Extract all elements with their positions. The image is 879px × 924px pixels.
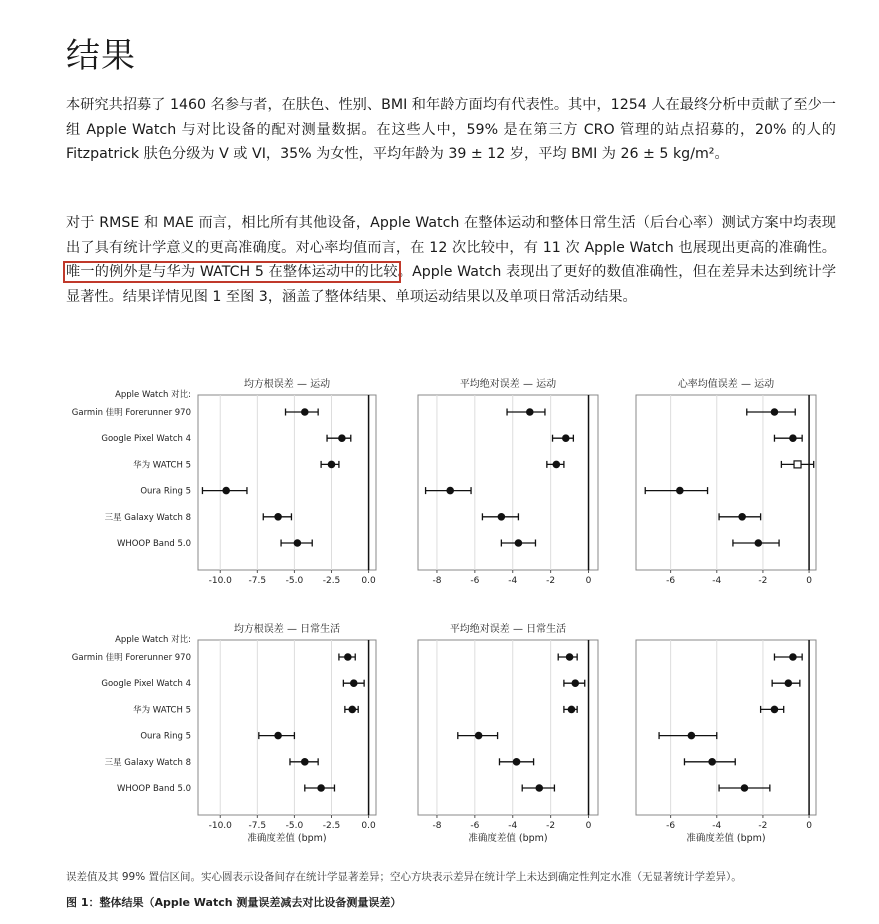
data-point-significant [222,487,230,495]
data-point-significant [568,706,576,714]
panel-frame [198,395,376,570]
data-point-significant [708,758,716,766]
data-point-significant [513,758,521,766]
data-point-significant [566,653,574,661]
category-label: Oura Ring 5 [140,731,191,742]
data-point-significant [738,513,746,521]
category-label: Garmin 佳明 Forerunner 970 [71,653,191,663]
x-axis-label: 准确度差值 (bpm) [247,833,327,844]
x-tick-label: -2.5 [322,821,341,831]
x-tick-label: -6 [666,821,676,831]
paragraph-2 [66,211,836,309]
category-label: 华为 WATCH 5 [133,460,191,471]
x-tick-label: -4 [508,576,518,586]
panel-frame [636,395,816,570]
x-tick-label: 0 [585,821,592,831]
row-header: Apple Watch 对比: [115,390,191,400]
x-tick-label: -5.0 [285,576,304,586]
x-tick-label: 0 [806,576,812,586]
x-tick-label: 0 [806,821,812,831]
category-label: 华为 WATCH 5 [133,705,191,716]
x-tick-label: -7.5 [248,576,267,586]
x-tick-label: -2 [758,576,768,586]
category-label: 三星 Galaxy Watch 8 [104,757,191,768]
panel-frame [636,640,816,815]
data-point-significant [338,434,346,442]
data-point-significant [294,539,302,547]
data-point-significant [676,487,684,495]
data-point-significant [498,513,506,521]
paragraph-2-text-a: 对于 RMSE 和 MAE 而言，相比所有其他设备，Apple Watch 在整体运动和整体日常生活（后台心率）测试方案中均表现出了具有统计学意义的更高准确度。对心率均值而言，在 12 次比较中，有 11 次 Apple Watch 也展现出更高的准确性。 [66,215,836,256]
data-point-significant [785,679,793,687]
x-tick-label: -4 [712,821,722,831]
category-label: Garmin 佳明 Forerunner 970 [71,408,191,418]
paragraph-2-text-b: 。Apple Watch 表现出了更好的数值准确性，但在差异未达到统计学显著性。结果详情见图 1 至图 3，涵盖了整体结果、单项运动结果以及单项日常活动结果。 [66,264,837,305]
x-axis-label: 准确度差值 (bpm) [468,833,548,844]
x-tick-label: -10.0 [208,821,232,831]
x-tick-label: -8 [432,821,442,831]
data-point-significant [301,758,309,766]
x-tick-label: -2 [546,576,556,586]
category-label: 三星 Galaxy Watch 8 [104,512,191,523]
x-tick-label: 0.0 [361,576,376,586]
data-point-significant [328,461,336,469]
panel-title: 平均绝对误差 — 日常生活 [449,624,567,635]
paragraph-1: 本研究共招募了 1460 名参与者，在肤色、性别、BMI 和年龄方面均有代表性。其中，1254 人在最终分析中贡献了至少一组 Apple Watch 与对比设备的配对测量数据。在这些人中，59% 是在第三方 CRO 管理的站点招募的，20% 的人的 Fitzpatrick 肤色分级为 V 或 VI，35% 为女性，平均年龄为 39 ± 12 岁，平均 BMI 为 26 ± 5 kg/m²。 [66,97,836,162]
x-tick-label: 0.0 [361,821,376,831]
data-point-significant [688,732,696,740]
data-point-significant [274,513,282,521]
panel-frame [198,640,376,815]
x-tick-label: -2 [546,821,556,831]
panel-title: 平均绝对误差 — 运动 [459,379,557,390]
data-point-significant [755,539,763,547]
x-tick-label: -5.0 [285,821,304,831]
x-tick-label: -4 [508,821,518,831]
data-point-significant [562,434,570,442]
x-tick-label: -2 [758,821,768,831]
figure-caption: 图 1：整体结果（Apple Watch 测量误差减去对比设备测量误差） [66,896,402,909]
data-point-significant [344,653,352,661]
highlighted-sentence: 唯一的例外是与华为 WATCH 5 在整体运动中的比较 [66,264,398,280]
panel-frame [418,395,598,570]
data-point-significant [526,408,534,416]
row-header: Apple Watch 对比: [115,635,191,645]
x-tick-label: -6 [470,576,480,586]
x-tick-label: -6 [666,576,676,586]
data-point-significant [571,679,579,687]
data-point-significant [350,679,358,687]
data-point-significant [317,784,325,792]
x-tick-label: -2.5 [322,576,341,586]
x-tick-label: -4 [712,576,722,586]
figure-note: 误差值及其 99% 置信区间。实心圆表示设备间存在统计学显著差异；空心方块表示差异在统计学上未达到确定性判定水准（无显著统计学差异）。 [66,871,742,883]
x-tick-label: -10.0 [208,576,232,586]
panel-title: 心率均值误差 — 运动 [677,379,775,390]
category-label: Oura Ring 5 [140,486,191,497]
category-label: WHOOP Band 5.0 [116,539,191,549]
panel-title: 均方根误差 — 运动 [243,379,331,390]
data-point-significant [535,784,543,792]
category-label: Google Pixel Watch 4 [101,434,191,445]
data-point-significant [771,408,779,416]
data-point-significant [475,732,483,740]
data-point-significant [515,539,523,547]
data-point-significant [553,461,561,469]
category-label: Google Pixel Watch 4 [101,679,191,690]
data-point-significant [301,408,309,416]
figure-1-forest-plots [0,360,879,860]
x-tick-label: 0 [585,576,592,586]
data-point-significant [741,784,749,792]
x-axis-label: 准确度差值 (bpm) [686,833,766,844]
x-tick-label: -6 [470,821,480,831]
data-point-significant [771,706,779,714]
data-point-significant [446,487,454,495]
data-point-significant [348,706,356,714]
panel-frame [418,640,598,815]
category-label: WHOOP Band 5.0 [116,784,191,794]
data-point-significant [789,434,797,442]
panel-title: 均方根误差 — 日常生活 [233,624,341,635]
x-tick-label: -7.5 [248,821,267,831]
x-tick-label: -8 [432,576,442,586]
data-point-significant [789,653,797,661]
data-point-significant [274,732,282,740]
page-title: 结果 [66,36,136,76]
data-point-nonsignificant [794,461,801,468]
